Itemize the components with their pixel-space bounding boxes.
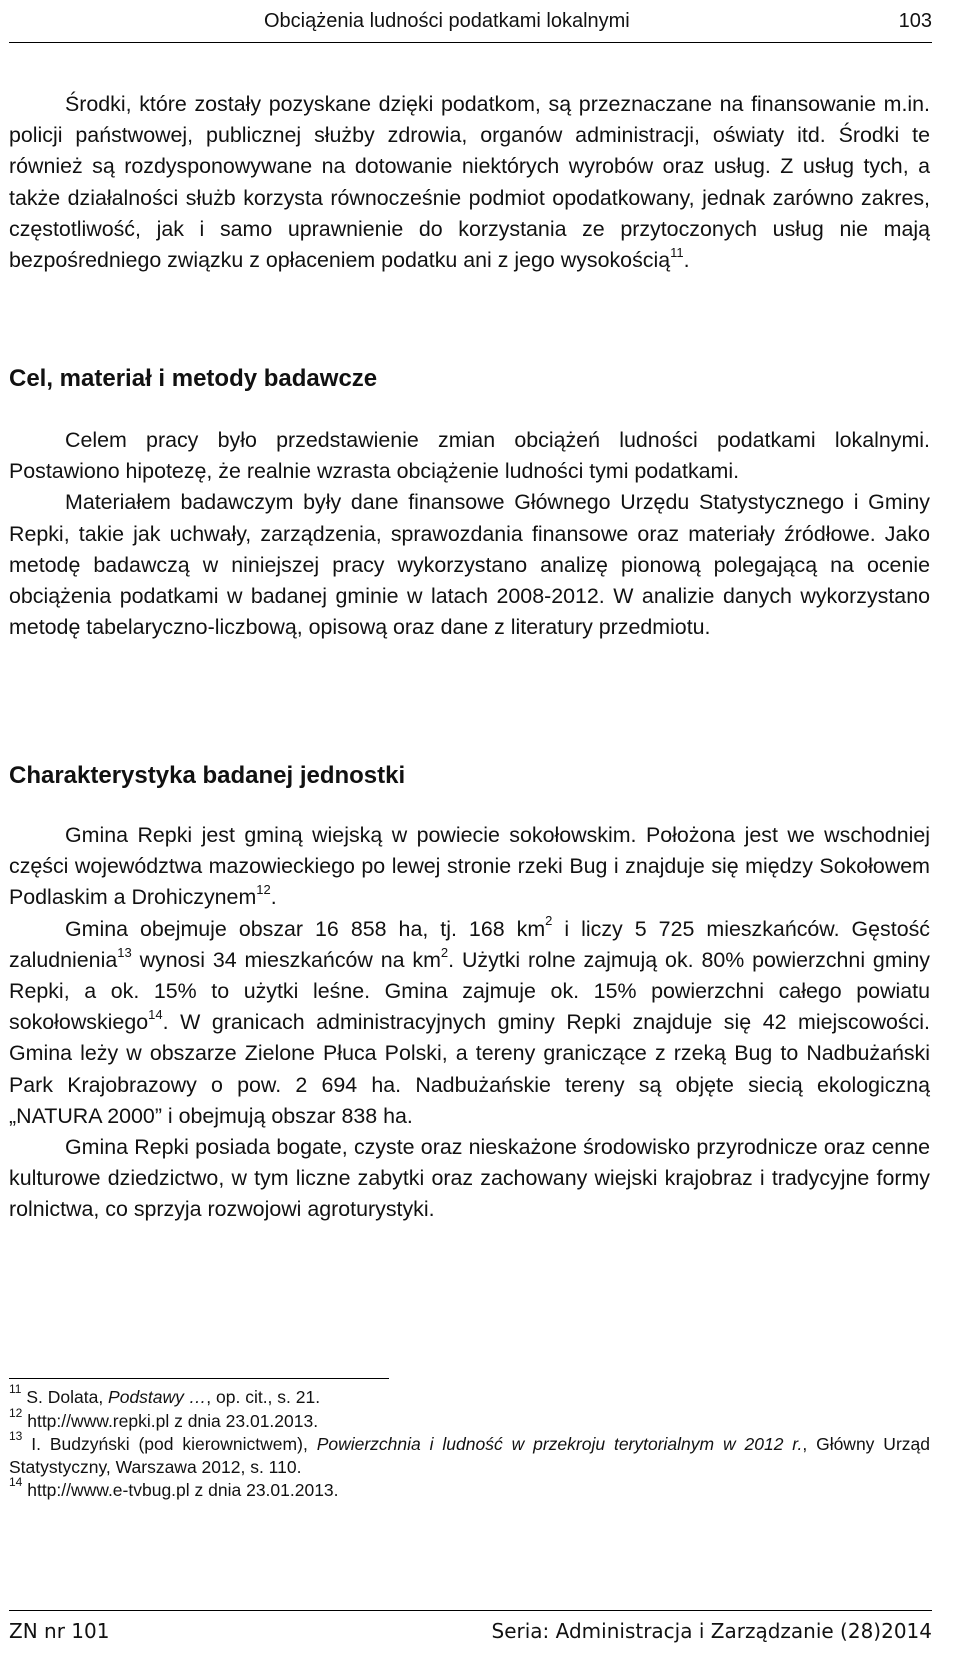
footnote-ref-12[interactable]: 12 xyxy=(256,882,271,898)
char-p2-text-d: . Użytki rolne zajmują ok. 80% powierzchni gminy Repki, a ok. 15% to użytki leśne. Gmina zajmuje ok. 15% powierzchni całego powiatu sokołowskiego xyxy=(9,947,930,1035)
heading-cel: Cel, materiał i metody badawcze xyxy=(9,365,378,392)
char-p1-text: Gmina Repki jest gminą wiejską w powiecie sokołowskim. Położona jest we wschodniej części województwa mazowieckiego po lewej stronie rzeki Bug i znajduje się między Sokołowem Podlaskim a Drohiczynem xyxy=(9,823,930,910)
superscript-2b: 2 xyxy=(440,944,449,960)
footnote-title: Podstawy … xyxy=(108,1387,207,1407)
footnote-number: 12 xyxy=(9,1405,23,1420)
footnote-text: I. Budzyński (pod kierownictwem), xyxy=(22,1434,317,1454)
footnote-12 xyxy=(9,1405,930,1433)
cel-paragraph-2: Materiałem badawczym były dane finansowe Głównego Urzędu Statystycznego i Gminy Repki, takie jak uchwały, zarządzenia, sprawozdania finansowe oraz materiały źródłowe. Jako metodę badawczą w niniejszej pracy wykorzystano analizę pionową polegającą na ocenie obciążenia podatkami w badanej gminie w latach 2008-2012. W analizie danych wykorzystano metodę tabelaryczno-liczbową, opisową oraz dane z literatury przedmiotu. xyxy=(9,490,930,640)
footnotes xyxy=(9,1382,930,1503)
footnote-ref-14[interactable]: 14 xyxy=(148,1007,163,1023)
charakterystyka-section xyxy=(9,820,930,1226)
superscript-2: 2 xyxy=(545,913,553,929)
intro-paragraph xyxy=(9,89,930,276)
footnote-link[interactable]: http://www.e-tvbug.pl z dnia 23.01.2013. xyxy=(22,1480,339,1500)
footnote-14 xyxy=(9,1475,930,1502)
footnote-number: 11 xyxy=(9,1382,22,1397)
footnote-number: 14 xyxy=(9,1475,23,1490)
footnote-text: , Główny Urząd Statystyczny, Warszawa 2012, s. 110. xyxy=(9,1434,930,1477)
page-footer xyxy=(9,1610,932,1643)
footnote-link[interactable]: http://www.repki.pl z dnia 23.01.2013. xyxy=(22,1410,319,1431)
footnote-text: , op. cit., s. 21. xyxy=(206,1387,321,1407)
char-p2-text-b: i liczy 5 725 mieszkańców. Gęstość zaludnienia xyxy=(9,916,930,972)
footer-journal: ZN nr 101 xyxy=(9,1619,110,1643)
running-header xyxy=(9,10,932,43)
intro-text: Środki, które zostały pozyskane dzięki podatkom, są przeznaczane na finansowanie m.in. policji państwowej, publicznej służby zdrowia, organów administracji, oświaty itd. Środki te również są rozdysponowywane na dotowanie niektórych wyrobów oraz usług. Z usług tych, a także działalności służb korzysta równocześnie podmiot opodatkowany, jednak zarówno zakres, częstotliwość, jak i samo uprawnienie do korzystania ze przytoczonych usług nie mają bezpośredniego związku z opłaceniem podatku ani z jego wysokością xyxy=(9,92,930,273)
footnote-ref-13[interactable]: 13 xyxy=(117,944,132,960)
footnote-title: Powierzchnia i ludność w przekroju terytorialnym w 2012 r. xyxy=(316,1434,803,1454)
footnote-divider xyxy=(9,1378,389,1379)
footnote-13 xyxy=(9,1429,930,1478)
char-p1-period: . xyxy=(270,885,277,910)
char-p2-text-c: wynosi 34 mieszkańców na km xyxy=(131,947,441,972)
char-paragraph-1 xyxy=(9,820,930,914)
footnote-11 xyxy=(9,1382,930,1409)
char-p2-text-e: . W granicach administracyjnych gminy Repki znajduje się 42 miejscowości. Gmina leży w obszarze Zielone Płuca Polski, a tereny graniczące z rzeką Bug to Nadbużański Park Krajobrazowy o pow. 2 694 ha. Nadbużańskie tereny są objęte siecią ekologiczną „NATURA 2000” i obejmują obszar 838 ha. xyxy=(9,1010,930,1128)
intro-period: . xyxy=(683,248,690,273)
heading-charakterystyka: Charakterystyka badanej jednostki xyxy=(9,762,406,789)
footnote-ref-11[interactable]: 11 xyxy=(670,244,684,260)
footnote-number: 13 xyxy=(9,1429,23,1444)
cel-section xyxy=(9,425,930,643)
cel-paragraph-1: Celem pracy było przedstawienie zmian obciążeń ludności podatkami lokalnymi. Postawiono hipotezę, że realnie wzrasta obciążenie ludności tymi podatkami. xyxy=(9,428,930,484)
running-title: Obciążenia ludności podatkami lokalnymi xyxy=(264,10,630,32)
char-p2-text-a: Gmina obejmuje obszar 16 858 ha, tj. 168 km xyxy=(65,916,546,941)
char-paragraph-2 xyxy=(9,914,930,1132)
footer-series: Seria: Administracja i Zarządzanie (28)2014 xyxy=(491,1619,932,1643)
char-paragraph-3: Gmina Repki posiada bogate, czyste oraz nieskażone środowisko przyrodnicze oraz cenne kulturowe dziedzictwo, w tym liczne zabytki oraz zachowany wiejski krajobraz i tradycyjne formy rolnictwa, co sprzyja rozwojowi agroturystyki. xyxy=(9,1135,930,1222)
page-number: 103 xyxy=(898,10,932,32)
footnote-text: S. Dolata, xyxy=(21,1387,109,1407)
intro-section xyxy=(9,89,930,276)
